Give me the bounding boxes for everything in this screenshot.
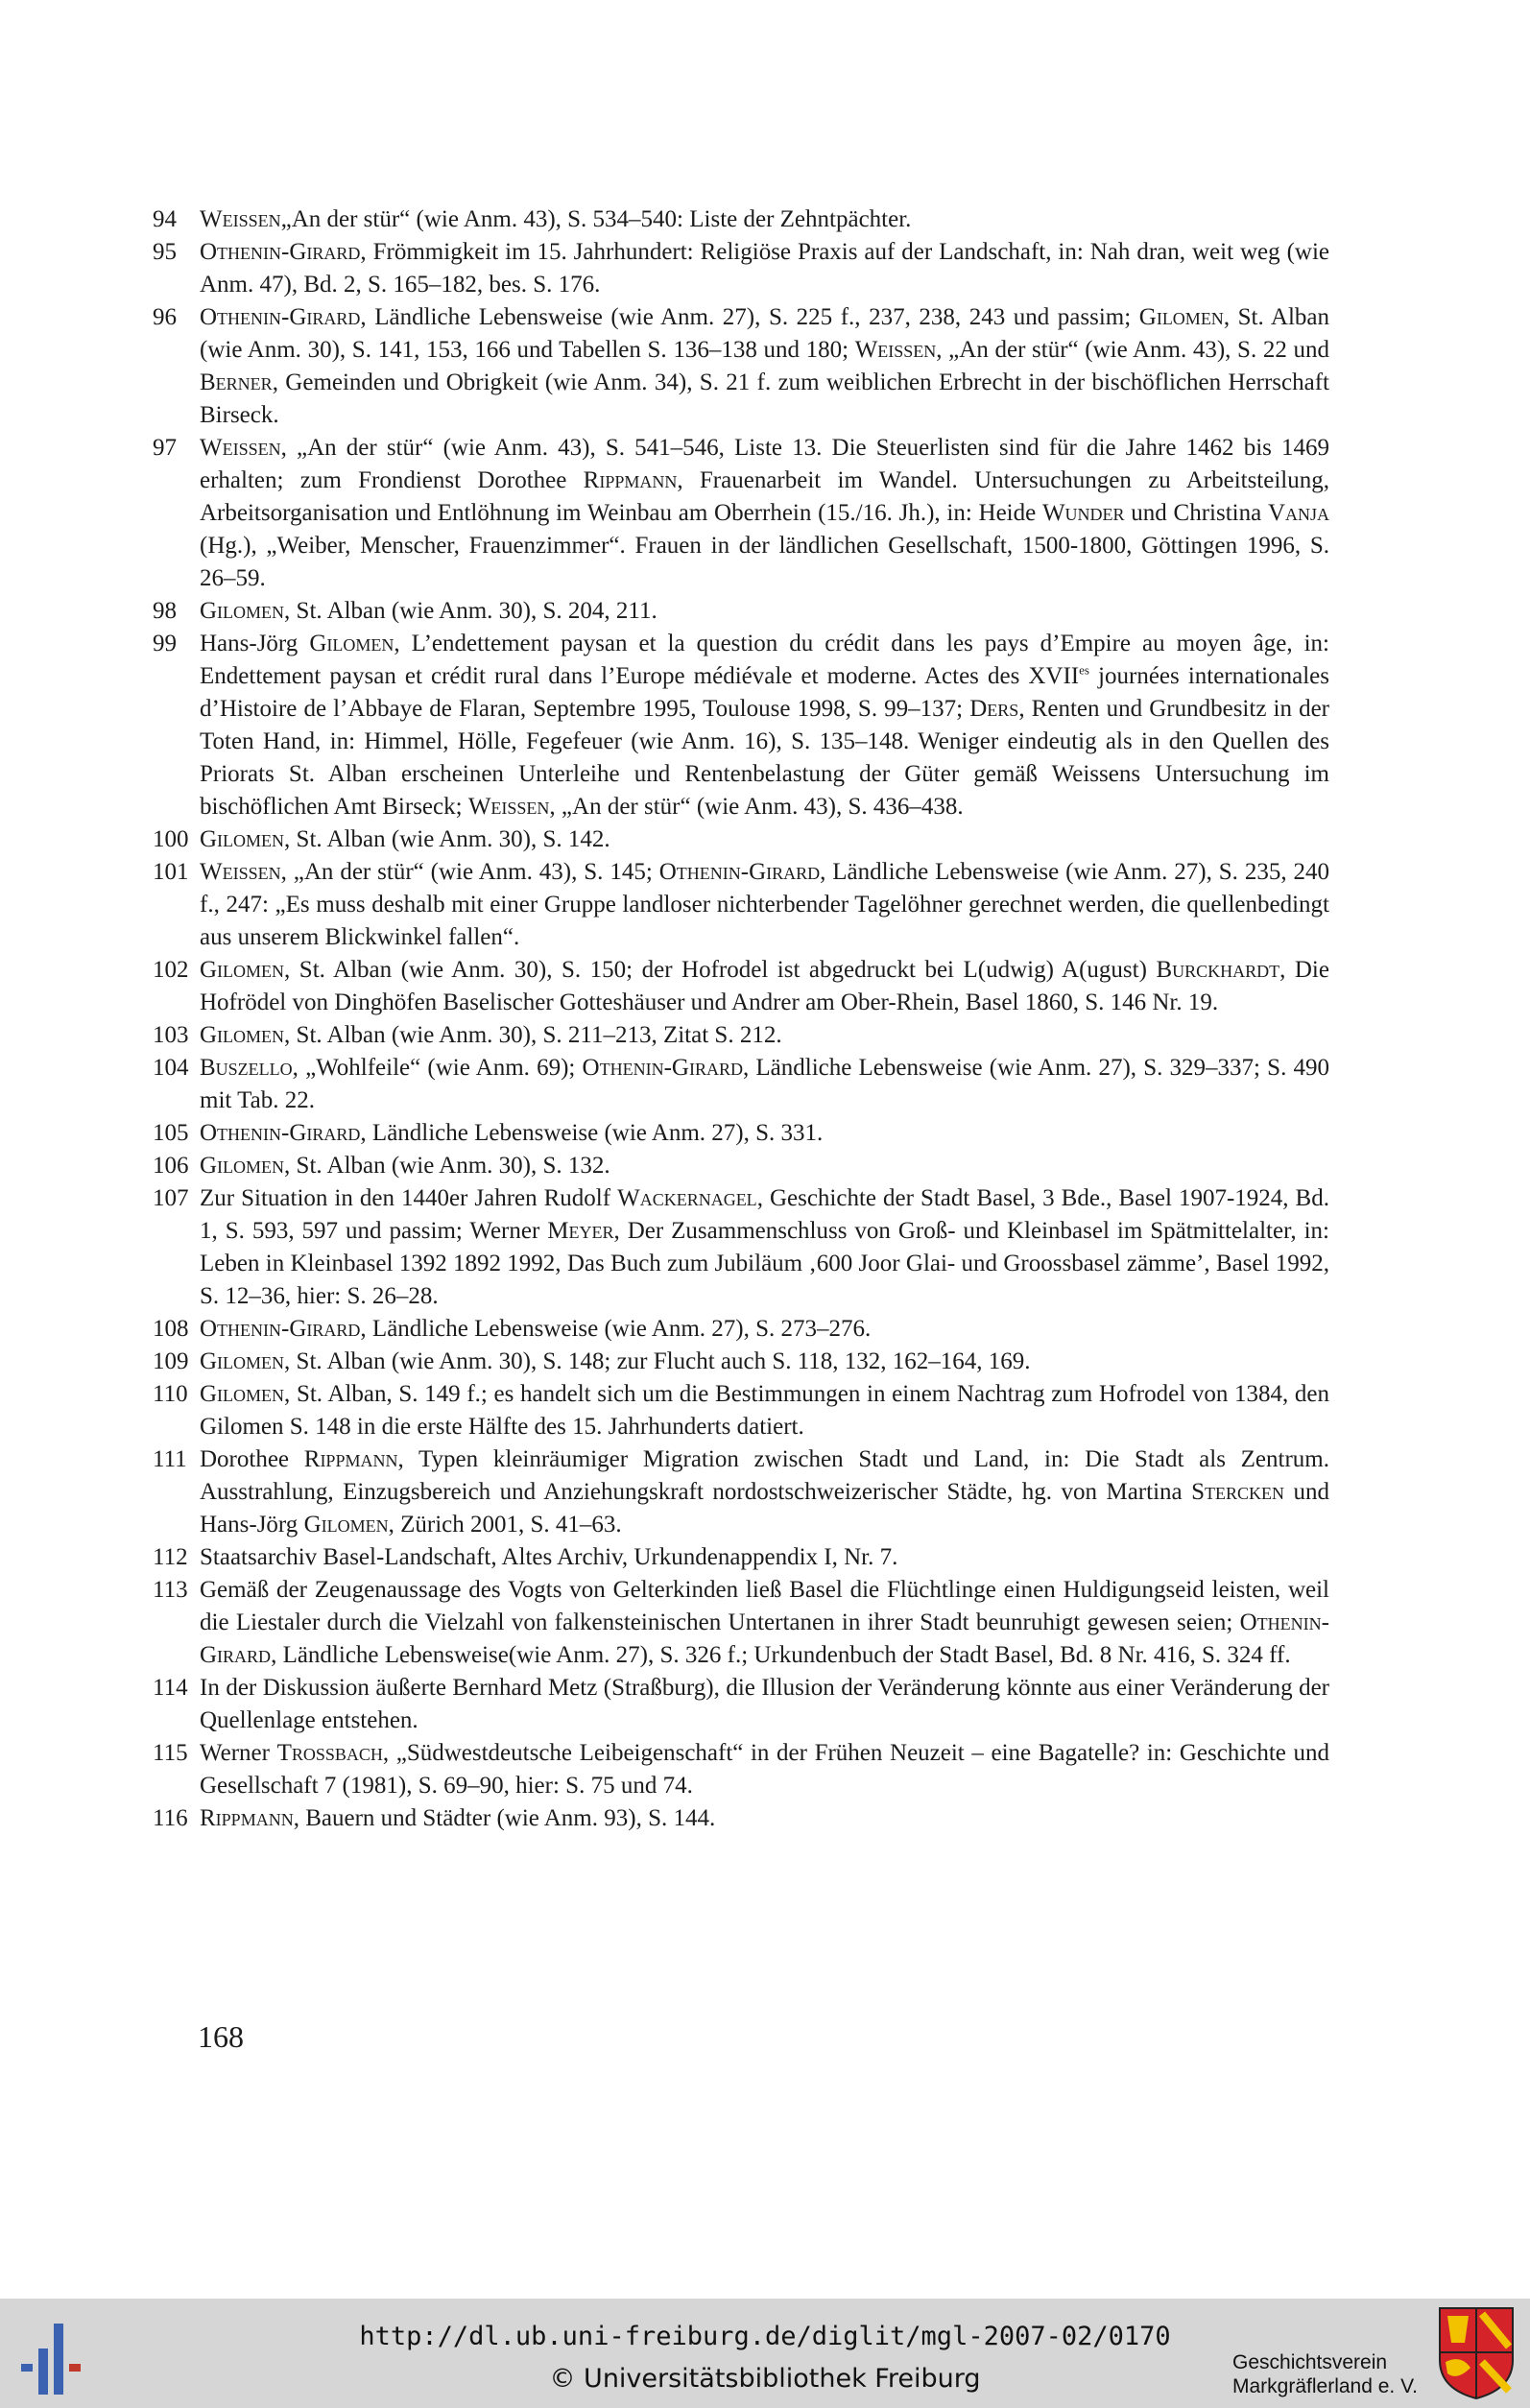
footnote	[153, 954, 1329, 1019]
footnote-text	[200, 1802, 1329, 1835]
footnote-segment: , Gemeinden und Obrigkeit (wie Anm. 34), S. 21 f. zum weiblichen Erbrecht in der bischöflichen Herrschaft Birseck.	[200, 370, 1329, 428]
footnote	[153, 1052, 1329, 1117]
footnote-segment: In der Diskussion äußerte Bernhard Metz (Straßburg), die Illusion der Veränderung könnte aus einer Veränderung der Quellenlage entstehen.	[200, 1675, 1329, 1733]
footnote	[153, 595, 1329, 628]
footnote-segment: , L’endettement paysan et la question du crédit dans les pays d’Empire au moyen âge, in: Endettement paysan et crédit rural dans l’Europe médiévale et moderne. Actes des XVII	[200, 631, 1329, 689]
footnote-segment: , „An der stür“ (wie Anm. 43), S. 436–438.	[549, 794, 964, 820]
footnote-number: 113	[153, 1577, 188, 1603]
author-name: Gilomen	[200, 1153, 285, 1179]
page-number: 168	[198, 2019, 244, 2054]
author-name: Rippmann	[200, 1805, 294, 1831]
footnote	[153, 628, 1329, 823]
footnote-segment: , St. Alban (wie Anm. 30), S. 142.	[284, 826, 610, 852]
society-line-1: Geschichtsverein	[1232, 2351, 1388, 2373]
footnote-segment: , St. Alban (wie Anm. 30), S. 141, 153, 166 und Tabellen S. 136–138 und 180;	[200, 304, 1329, 363]
footnote	[153, 823, 1329, 856]
footnote-text	[200, 1574, 1329, 1672]
footnote-number: 97	[153, 435, 177, 461]
footnote-segment: Dorothee	[200, 1446, 304, 1472]
footnote-segment: (Hg.), „Weiber, Menscher, Frauenzimmer“. Frauen in der ländlichen Gesellschaft, 1500-1800, Göttingen 1996, S. 26–59.	[200, 533, 1329, 591]
footnote-text	[200, 1541, 1329, 1574]
author-name: Othenin-Girard	[200, 1316, 361, 1342]
footnote-segment: , Typen kleinräumiger Migration zwischen Stadt und Land, in: Die Stadt als Zentrum. Ausstrahlung, Einzugsbereich und Anziehungskraft nordostschweizerischer Städte, hg. von Martina	[200, 1446, 1329, 1505]
author-name: Rippmann	[303, 1446, 398, 1472]
author-name: Rippmann	[583, 467, 678, 493]
footnote	[153, 301, 1329, 432]
footnote-segment: , Ländliche Lebensweise (wie Anm. 27), S. 329–337; S. 490 mit Tab. 22.	[200, 1055, 1329, 1113]
footnote-segment: , Die Hofrödel von Dinghöfen Baselischer Gotteshäuser und Andrer am Ober-Rhein, Basel 1860, S. 146 Nr. 19.	[200, 957, 1329, 1015]
footnote-text	[200, 1672, 1329, 1737]
author-name: Vanja	[1267, 500, 1329, 526]
footnote-segment: , Frauenarbeit im Wandel. Untersuchungen zu Arbeitsteilung, Arbeitsorganisation und Entlöhnung im Weinbau am Oberrhein (15./16. Jh.), in: Heide	[200, 467, 1329, 526]
author-name: Gilomen	[200, 826, 285, 852]
footnote-number: 115	[153, 1740, 188, 1766]
footnote-text	[200, 432, 1329, 595]
author-name: Weissen	[200, 859, 281, 885]
author-name: Weissen	[200, 435, 281, 461]
footnote-segment: , Zürich 2001, S. 41–63.	[388, 1512, 622, 1538]
footnote	[153, 203, 1329, 236]
footnote-number: 96	[153, 304, 177, 330]
footnote-segment: Hans-Jörg	[200, 631, 310, 656]
footnote-number: 116	[153, 1805, 188, 1831]
footnote-text	[200, 628, 1329, 823]
footer-bar	[0, 2299, 1530, 2408]
footnote	[153, 1378, 1329, 1443]
footnote-text	[200, 203, 1329, 236]
footnote-segment: und Christina	[1124, 500, 1268, 526]
footnote-text	[200, 1443, 1329, 1541]
author-name: Burckhardt	[1156, 957, 1280, 983]
footnote-segment: , „An der stür“ (wie Anm. 43), S. 22 und	[936, 337, 1329, 363]
footnote-segment: , „An der stür“ (wie Anm. 43), S. 541–546, Liste 13. Die Steuerlisten sind für die Jahre 1462 bis 1469 erhalten; zum Frondienst Dorothee	[200, 435, 1329, 493]
author-name: Wackernagel	[617, 1185, 757, 1211]
footnote-number: 101	[153, 859, 189, 885]
footer-url-link[interactable]: http://dl.ub.uni-freiburg.de/diglit/mgl-2007-02/0170	[359, 2322, 1171, 2351]
author-name: Weissen	[854, 337, 937, 363]
footnote-text	[200, 1737, 1329, 1802]
footnote-text	[200, 954, 1329, 1019]
footnote-number: 102	[153, 957, 189, 983]
footnote-segment: , Ländliche Lebensweise (wie Anm. 27), S. 273–276.	[360, 1316, 872, 1342]
footnote-text	[200, 595, 1329, 628]
footnote-number: 109	[153, 1348, 189, 1374]
footnote-segment: , Renten und Grundbesitz in der Toten Hand, in: Himmel, Hölle, Fegefeuer (wie Anm. 16), S. 135–148. Weniger eindeutig als in den Quellen des Priorats St. Alban erscheinen Unterleihe und Rentenbelastung der Güter gemäß Weissens Untersuchung im bischöflichen Amt Birseck;	[200, 696, 1329, 820]
author-name: Trossbach	[276, 1740, 383, 1766]
footnote-segment: , Ländliche Lebensweise (wie Anm. 27), S. 225 f., 237, 238, 243 und passim;	[360, 304, 1139, 330]
footnote	[153, 1541, 1329, 1574]
author-name: Othenin-Girard	[200, 1609, 1329, 1668]
footnote	[153, 236, 1329, 301]
author-name: Buszello	[200, 1055, 293, 1081]
footnote-segment: Zur Situation in den 1440er Jahren Rudolf	[200, 1185, 618, 1211]
footnote-text	[200, 1346, 1329, 1378]
footnote	[153, 1150, 1329, 1182]
footnote-number: 112	[153, 1544, 188, 1570]
footnote-number: 105	[153, 1120, 195, 1146]
society-line-2: Markgräflerland e. V.	[1232, 2375, 1418, 2397]
author-name: Othenin-Girard	[658, 859, 821, 885]
footnote-number: 106	[153, 1153, 195, 1179]
footnote-segment: , Bauern und Städter (wie Anm. 93), S. 144.	[293, 1805, 716, 1831]
footnote-number: 100	[153, 826, 189, 852]
footnote-text	[200, 236, 1329, 301]
footnote-segment: Werner	[200, 1740, 277, 1766]
author-name: Berner	[200, 370, 273, 395]
footnote	[153, 1672, 1329, 1737]
author-name: Gilomen	[303, 1512, 389, 1538]
author-name: Othenin-Girard	[200, 304, 361, 330]
author-name: Weissen	[200, 206, 281, 232]
footnote-segment: , Ländliche Lebensweise(wie Anm. 27), S. 326 f.; Urkundenbuch der Stadt Basel, Bd. 8 Nr. 416, S. 324 ff.	[271, 1642, 1291, 1668]
footnote-segment: , St. Alban, S. 149 f.; es handelt sich um die Bestimmungen in einem Nachtrag zum Hofrodel von 1384, den Gilomen S. 148 in die erste Hälfte des 15. Jahrhunderts datiert.	[200, 1381, 1329, 1440]
footnote-text	[200, 1313, 1329, 1346]
footnotes-list	[153, 203, 1330, 1835]
author-name: Gilomen	[1138, 304, 1224, 330]
footnote-text	[200, 1052, 1329, 1117]
author-name: Weissen	[467, 794, 550, 820]
footnote-segment: , St. Alban (wie Anm. 30), S. 148; zur Flucht auch S. 118, 132, 162–164, 169.	[284, 1348, 1031, 1374]
author-name: Wunder	[1041, 500, 1125, 526]
footnote	[153, 1802, 1329, 1835]
society-name	[1232, 2350, 1418, 2398]
footnote	[153, 1443, 1330, 1541]
footnote-number: 107	[153, 1185, 189, 1211]
footnote-segment: , Frömmigkeit im 15. Jahrhundert: Religiöse Praxis auf der Landschaft, in: Nah dran, weit weg (wie Anm. 47), Bd. 2, S. 165–182, bes. S. 176.	[200, 239, 1329, 298]
author-name: Gilomen	[200, 1348, 285, 1374]
footnote	[153, 1019, 1329, 1052]
author-name: Stercken	[1191, 1479, 1285, 1505]
footnote-text	[200, 823, 1329, 856]
footer-copyright: © Universitätsbibliothek Freiburg	[549, 2364, 981, 2394]
footnote-text	[200, 1378, 1329, 1443]
footnote-segment: , St. Alban (wie Anm. 30), S. 132.	[284, 1153, 610, 1179]
author-name: Othenin-Girard	[582, 1055, 743, 1081]
author-name: Ders	[969, 696, 1019, 722]
footnote-segment: Staatsarchiv Basel-Landschaft, Altes Archiv, Urkundenappendix I, Nr. 7.	[200, 1544, 898, 1570]
footnote	[153, 856, 1329, 954]
footnote-number: 103	[153, 1022, 189, 1048]
footnote-number: 114	[153, 1675, 188, 1701]
author-name: Meyer	[547, 1218, 614, 1244]
footnote	[153, 432, 1329, 595]
footnote-segment: , Der Zusammenschluss von Groß- und Kleinbasel im Spätmittelalter, in: Leben in Kleinbasel 1392 1892 1992, Das Buch zum Jubiläum ‚600 Joor Glai- und Groossbasel zämme’, Basel 1992, S. 12–36, hier: S. 26–28.	[200, 1218, 1330, 1309]
author-name: Gilomen	[200, 598, 285, 624]
footnote-number: 94	[153, 206, 177, 232]
footnote-text	[200, 1150, 1329, 1182]
footnote-segment: Gemäß der Zeugenaussage des Vogts von Gelterkinden ließ Basel die Flüchtlinge einen Huldigungseid leisten, weil die Liestaler durch die Vielzahl von falkensteinischen Untertanen in ihrer Stadt beunruhigt gewesen seien;	[200, 1577, 1329, 1635]
author-name: Othenin-Girard	[200, 1120, 361, 1146]
footnote-segment: und Hans-Jörg	[200, 1479, 1330, 1538]
footnote	[153, 1117, 1329, 1150]
footnote	[153, 1182, 1330, 1313]
footnote-segment: , St. Alban (wie Anm. 30), S. 211–213, Zitat S. 212.	[284, 1022, 782, 1048]
footnote	[153, 1574, 1329, 1672]
footnote-number: 95	[153, 239, 177, 265]
footnote-text	[200, 1019, 1329, 1052]
footnote	[153, 1737, 1330, 1802]
footnote-number: 111	[153, 1446, 187, 1472]
footnote-number: 98	[153, 598, 177, 624]
author-name: Gilomen	[200, 1381, 285, 1407]
author-name: Gilomen	[200, 1022, 285, 1048]
footnote-segment: , „Wohlfeile“ (wie Anm. 69);	[292, 1055, 583, 1081]
footnote-segment: , „Südwestdeutsche Leibeigenschaft“ in der Frühen Neuzeit – eine Bagatelle? in: Geschichte und Gesellschaft 7 (1981), S. 69–90, hier: S. 75 und 74.	[200, 1740, 1330, 1799]
footnote-segment: , Geschichte der Stadt Basel, 3 Bde., Basel 1907-1924, Bd. 1, S. 593, 597 und passim; Werner	[200, 1185, 1329, 1244]
footnote-segment: , Ländliche Lebensweise (wie Anm. 27), S. 331.	[360, 1120, 824, 1146]
footnote-text	[200, 856, 1329, 954]
footnote	[153, 1313, 1329, 1346]
author-name: Othenin-Girard	[200, 239, 361, 265]
footnote-segment: „An der stür“ (wie Anm. 43), S. 534–540: Liste der Zehntpächter.	[280, 206, 912, 232]
footnote-segment: , Ländliche Lebensweise (wie Anm. 27), S. 235, 240 f., 247: „Es muss deshalb mit einer Gruppe landloser nichterbender Tagelöhner gerechnet werden, die quellenbedingt aus unserem Blickwinkel fallen“.	[200, 859, 1329, 950]
author-name: Gilomen	[200, 957, 285, 983]
footnote-number: 110	[153, 1381, 188, 1407]
footnote-segment: , St. Alban (wie Anm. 30), S. 204, 211.	[284, 598, 657, 624]
footnote-segment: , „An der stür“ (wie Anm. 43), S. 145;	[280, 859, 659, 885]
footnote	[153, 1346, 1329, 1378]
footnote-number: 108	[153, 1316, 189, 1342]
author-name: Gilomen	[309, 631, 394, 656]
footnote-text	[200, 301, 1329, 432]
footnote-segment: journées internationales d’Histoire de l’Abbaye de Flaran, Septembre 1995, Toulouse 1998, S. 99–137;	[200, 663, 1329, 722]
footnote-number: 99	[153, 631, 177, 656]
footnote-segment: , St. Alban (wie Anm. 30), S. 150; der Hofrodel ist abgedruckt bei L(udwig) A(ugust)	[284, 957, 1157, 983]
footnote-text	[200, 1117, 1329, 1150]
coat-of-arms-icon	[1436, 2304, 1517, 2400]
footnote-text	[200, 1182, 1329, 1313]
footnote-number: 104	[153, 1055, 189, 1081]
footnote-segment: es	[1079, 662, 1089, 678]
